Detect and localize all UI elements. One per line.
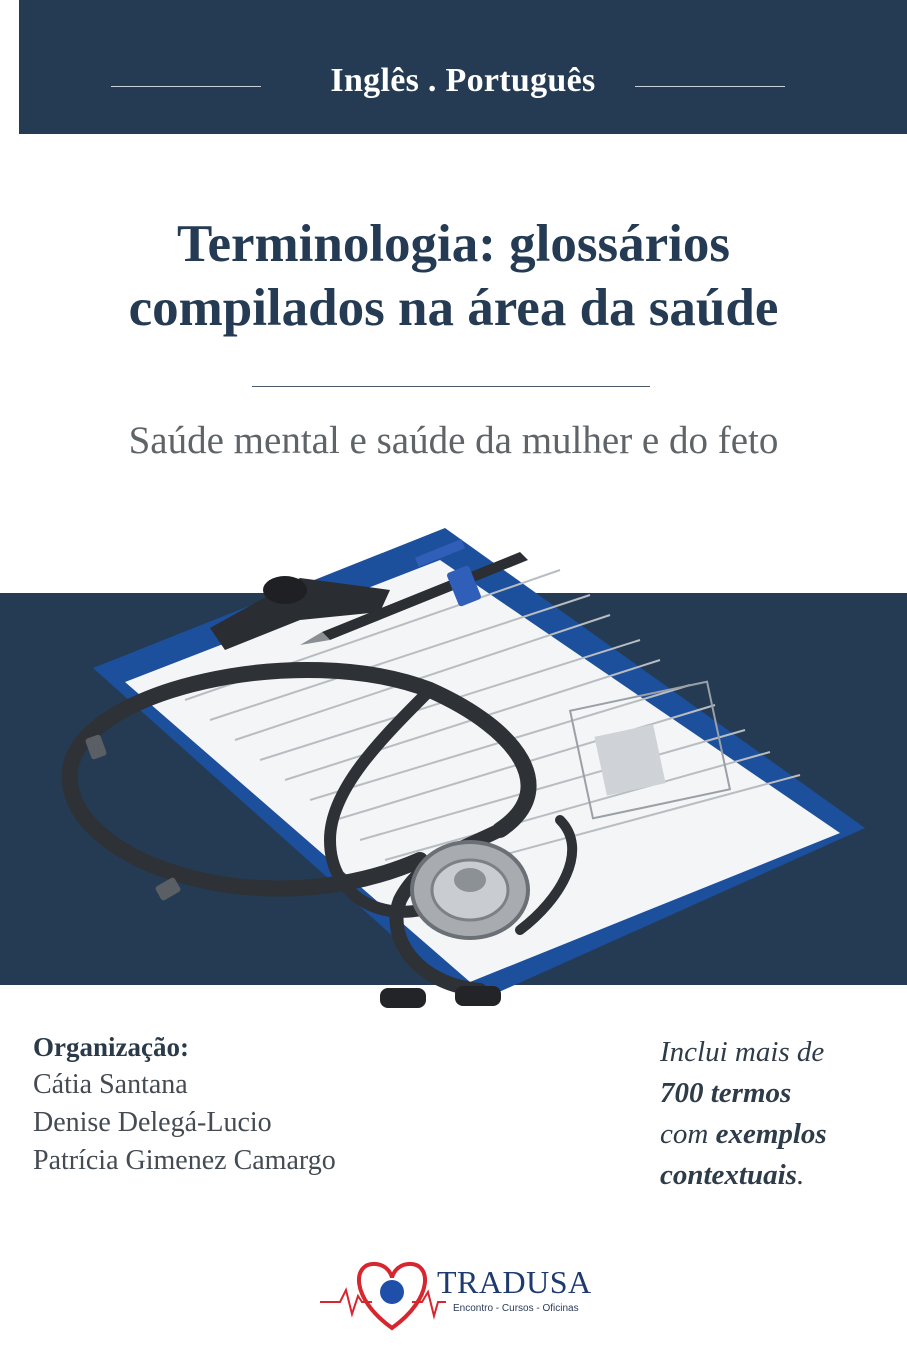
organizer-name: Patrícia Gimenez Camargo (33, 1145, 336, 1176)
chestpiece-center (454, 868, 486, 892)
organizer-name: Cátia Santana (33, 1069, 188, 1100)
book-title-line-1: Terminologia: glossários (176, 215, 731, 273)
blurb-contextual: contextuais (660, 1159, 797, 1191)
blurb-line-4: contextuais. (660, 1159, 805, 1191)
book-title (0, 212, 907, 340)
blurb-line-1: Inclui mais de (660, 1036, 825, 1068)
organization-heading: Organização: (33, 1032, 189, 1062)
blurb-line-3: com exemplos (660, 1118, 827, 1150)
banner-rule-right (635, 86, 785, 87)
organizer-list (33, 1066, 336, 1180)
language-pair: Inglês . Português (330, 62, 596, 99)
publisher-tagline: Encontro - Cursos - Oficinas (453, 1303, 579, 1314)
organizer-name: Denise Delegá-Lucio (33, 1107, 272, 1138)
stethoscope-earpiece (455, 986, 501, 1006)
clipboard-stethoscope-illustration (0, 515, 907, 1035)
paper-table-shading (594, 724, 665, 795)
book-title-line-2: compilados na área da saúde (128, 279, 779, 337)
feature-blurb (660, 1032, 900, 1196)
clip-knob (263, 576, 307, 604)
top-banner (19, 0, 907, 134)
globe-icon (380, 1280, 404, 1304)
stethoscope-earpiece (380, 988, 426, 1008)
title-divider (252, 386, 650, 387)
blurb-line-2 (660, 1073, 900, 1114)
book-subtitle: Saúde mental e saúde da mulher e do feto (128, 419, 779, 462)
blurb-term-count: 700 termos (660, 1077, 792, 1109)
blurb-examples: exemplos (715, 1118, 827, 1150)
publisher-name: TRADUSA (437, 1264, 592, 1300)
